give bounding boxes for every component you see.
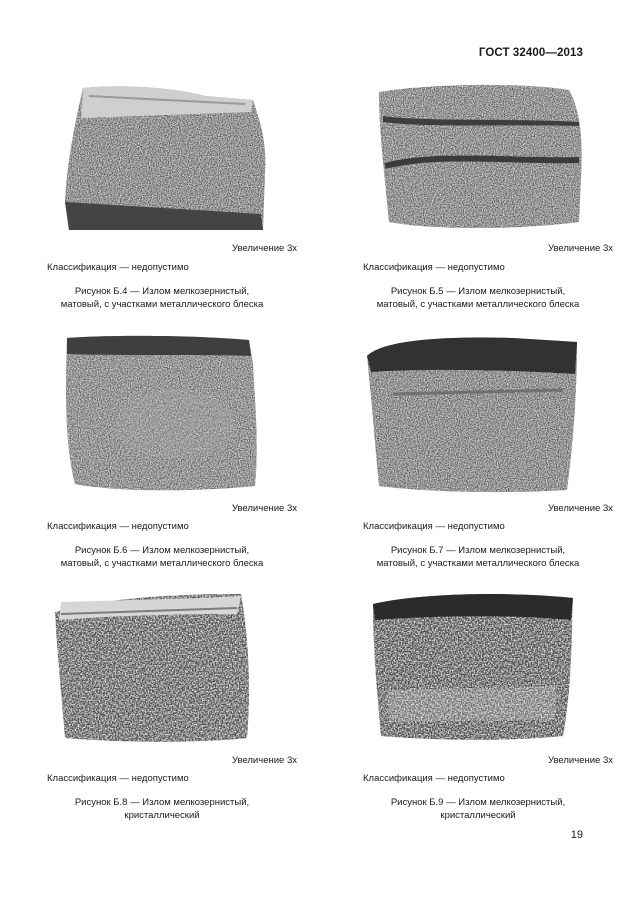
caption-line-2: матовый, с участками металлического блеска [376, 558, 580, 569]
figure-caption [37, 285, 287, 311]
classification-label: Классификация — недопустимо [363, 773, 505, 784]
magnification-label: Увеличение 3х [231, 503, 297, 514]
classification-label: Классификация — недопустимо [47, 773, 189, 784]
figure-caption [353, 544, 603, 570]
magnification-label: Увеличение 3х [231, 243, 297, 254]
figure-b4 [47, 82, 297, 312]
fracture-photo [369, 82, 599, 237]
magnification-label: Увеличение 3х [547, 503, 613, 514]
fracture-photo [55, 334, 285, 494]
page-number: 19 [570, 829, 583, 841]
figure-b5 [363, 82, 613, 312]
caption-line-1: Рисунок Б.7 — Излом мелкозернистый, [390, 545, 566, 556]
fracture-photo [51, 590, 281, 745]
magnification-label: Увеличение 3х [547, 243, 613, 254]
figure-caption [37, 544, 287, 570]
figure-caption [353, 796, 603, 822]
caption-line-2: кристаллический [124, 810, 200, 821]
document-header: ГОСТ 32400—2013 [478, 47, 583, 59]
caption-line-2: матовый, с участками металлического блеска [376, 299, 580, 310]
figure-b9 [363, 590, 613, 820]
classification-label: Классификация — недопустимо [47, 521, 189, 532]
caption-line-1: Рисунок Б.4 — Излом мелкозернистый, [74, 286, 250, 297]
figure-b6 [47, 334, 297, 570]
classification-label: Классификация — недопустимо [363, 521, 505, 532]
fracture-photo [55, 82, 285, 237]
figure-caption [37, 796, 287, 822]
caption-line-1: Рисунок Б.5 — Излом мелкозернистый, [390, 286, 566, 297]
caption-line-2: матовый, с участками металлического блеска [60, 558, 264, 569]
magnification-label: Увеличение 3х [231, 755, 297, 766]
fracture-photo [363, 334, 593, 494]
caption-line-1: Рисунок Б.8 — Излом мелкозернистый, [74, 797, 250, 808]
figure-caption [353, 285, 603, 311]
caption-line-2: кристаллический [440, 810, 516, 821]
caption-line-1: Рисунок Б.6 — Излом мелкозернистый, [74, 545, 250, 556]
caption-line-2: матовый, с участками металлического блеска [60, 299, 264, 310]
classification-label: Классификация — недопустимо [363, 262, 505, 273]
magnification-label: Увеличение 3х [547, 755, 613, 766]
caption-line-1: Рисунок Б.9 — Излом мелкозернистый, [390, 797, 566, 808]
figure-b8 [47, 590, 297, 820]
fracture-photo [367, 590, 597, 745]
figure-b7 [363, 334, 613, 570]
classification-label: Классификация — недопустимо [47, 262, 189, 273]
